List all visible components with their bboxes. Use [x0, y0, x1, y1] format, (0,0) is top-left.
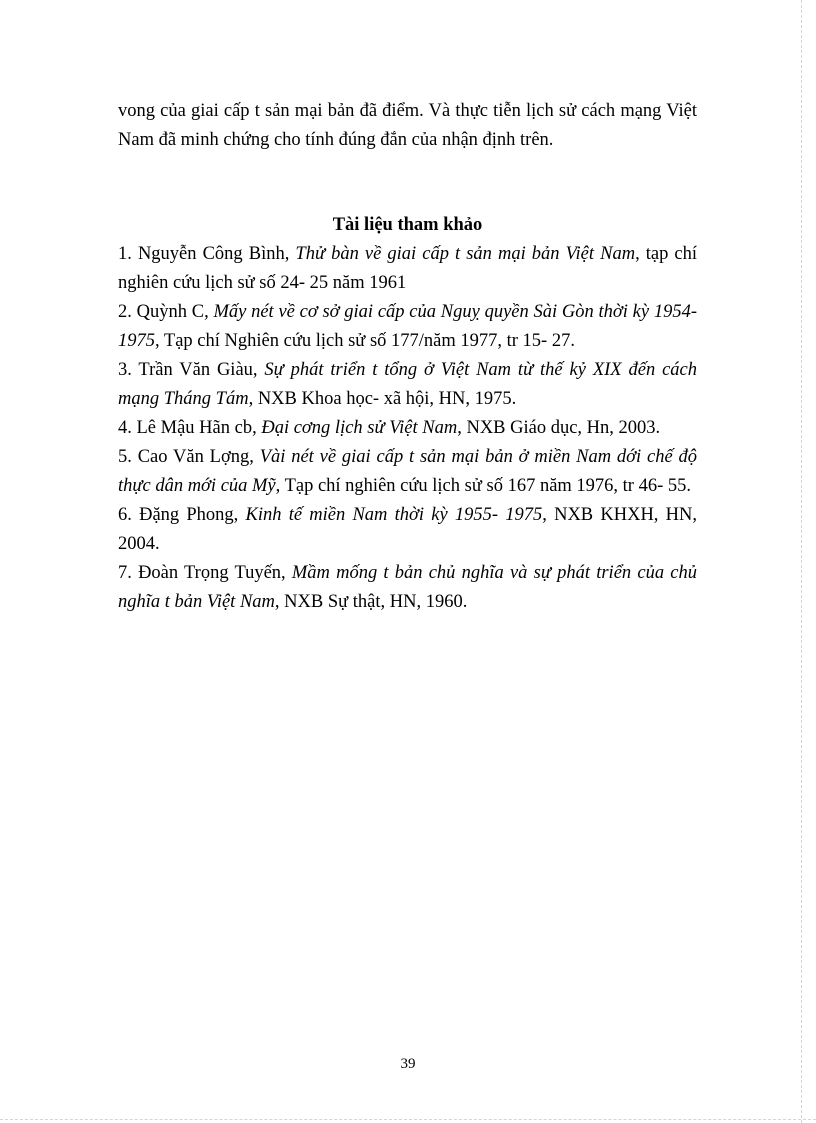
- reference-details: , NXB KHXH, HN, 2004.: [118, 505, 697, 554]
- reference-details: , tạp chí nghiên cứu lịch sử số 24- 25 năm 1961: [118, 244, 698, 293]
- reference-title: Thử bàn về giai cấp t sản mại bản Việt Nam: [295, 244, 636, 264]
- reference-author: 5. Cao Văn Lợng,: [118, 447, 260, 467]
- page-border-bottom: [0, 1119, 816, 1120]
- references-heading: Tài liệu tham khảo: [332, 215, 483, 235]
- reference-author: 2. Quỳnh C,: [118, 302, 214, 322]
- reference-author: 4. Lê Mậu Hãn cb,: [118, 418, 262, 438]
- reference-item: [118, 501, 697, 559]
- reference-details: , NXB Khoa học- xã hội, HN, 1975.: [248, 389, 517, 409]
- reference-item: [118, 356, 697, 414]
- reference-title: Mấy nét về cơ sở giai cấp của Nguỵ quyền Sài Gòn thời kỳ 1954- 1975: [118, 302, 697, 351]
- page-border-right: [801, 0, 802, 1123]
- reference-title: Vài nét về giai cấp t sản mại bản ở miền Nam dới chế độ thực dân mới của Mỹ: [118, 447, 698, 496]
- reference-item: [118, 559, 697, 617]
- reference-details: , NXB Giáo dục, Hn, 2003.: [457, 418, 661, 438]
- reference-details: , Tạp chí nghiên cứu lịch sử số 167 năm 1976, tr 46- 55.: [275, 476, 692, 496]
- reference-title: Sự phát triển t tổng ở Việt Nam từ thế kỷ XIX đến cách mạng Tháng Tám: [118, 360, 697, 409]
- page-number: 39: [400, 1056, 416, 1072]
- reference-item: [118, 414, 697, 443]
- references-list: [118, 240, 697, 617]
- reference-details: , NXB Sự thật, HN, 1960.: [274, 592, 468, 612]
- reference-title: Kinh tế miền Nam thời kỳ 1955- 1975: [245, 505, 543, 525]
- reference-item: [118, 443, 697, 501]
- reference-author: 7. Đoàn Trọng Tuyến,: [118, 563, 292, 583]
- body-paragraph: vong của giai cấp t sản mại bản đã điểm. Và thực tiễn lịch sử cách mạng Việt Nam đã minh chứng cho tính đúng đắn của nhận định trên.: [118, 101, 697, 150]
- reference-author: 1. Nguyễn Công Bình,: [118, 244, 296, 264]
- reference-author: 6. Đặng Phong,: [118, 505, 246, 525]
- reference-author: 3. Trần Văn Giàu,: [118, 360, 265, 380]
- page-content: [118, 97, 697, 617]
- reference-title: Đại cơng lịch sử Việt Nam: [261, 418, 458, 438]
- reference-title: Mầm mống t bản chủ nghĩa và sự phát triển của chủ nghĩa t bản Việt Nam: [118, 563, 697, 612]
- reference-item: [118, 298, 697, 356]
- reference-item: [118, 240, 697, 298]
- reference-details: , Tạp chí Nghiên cứu lịch sử số 177/năm 1977, tr 15- 27.: [155, 331, 575, 351]
